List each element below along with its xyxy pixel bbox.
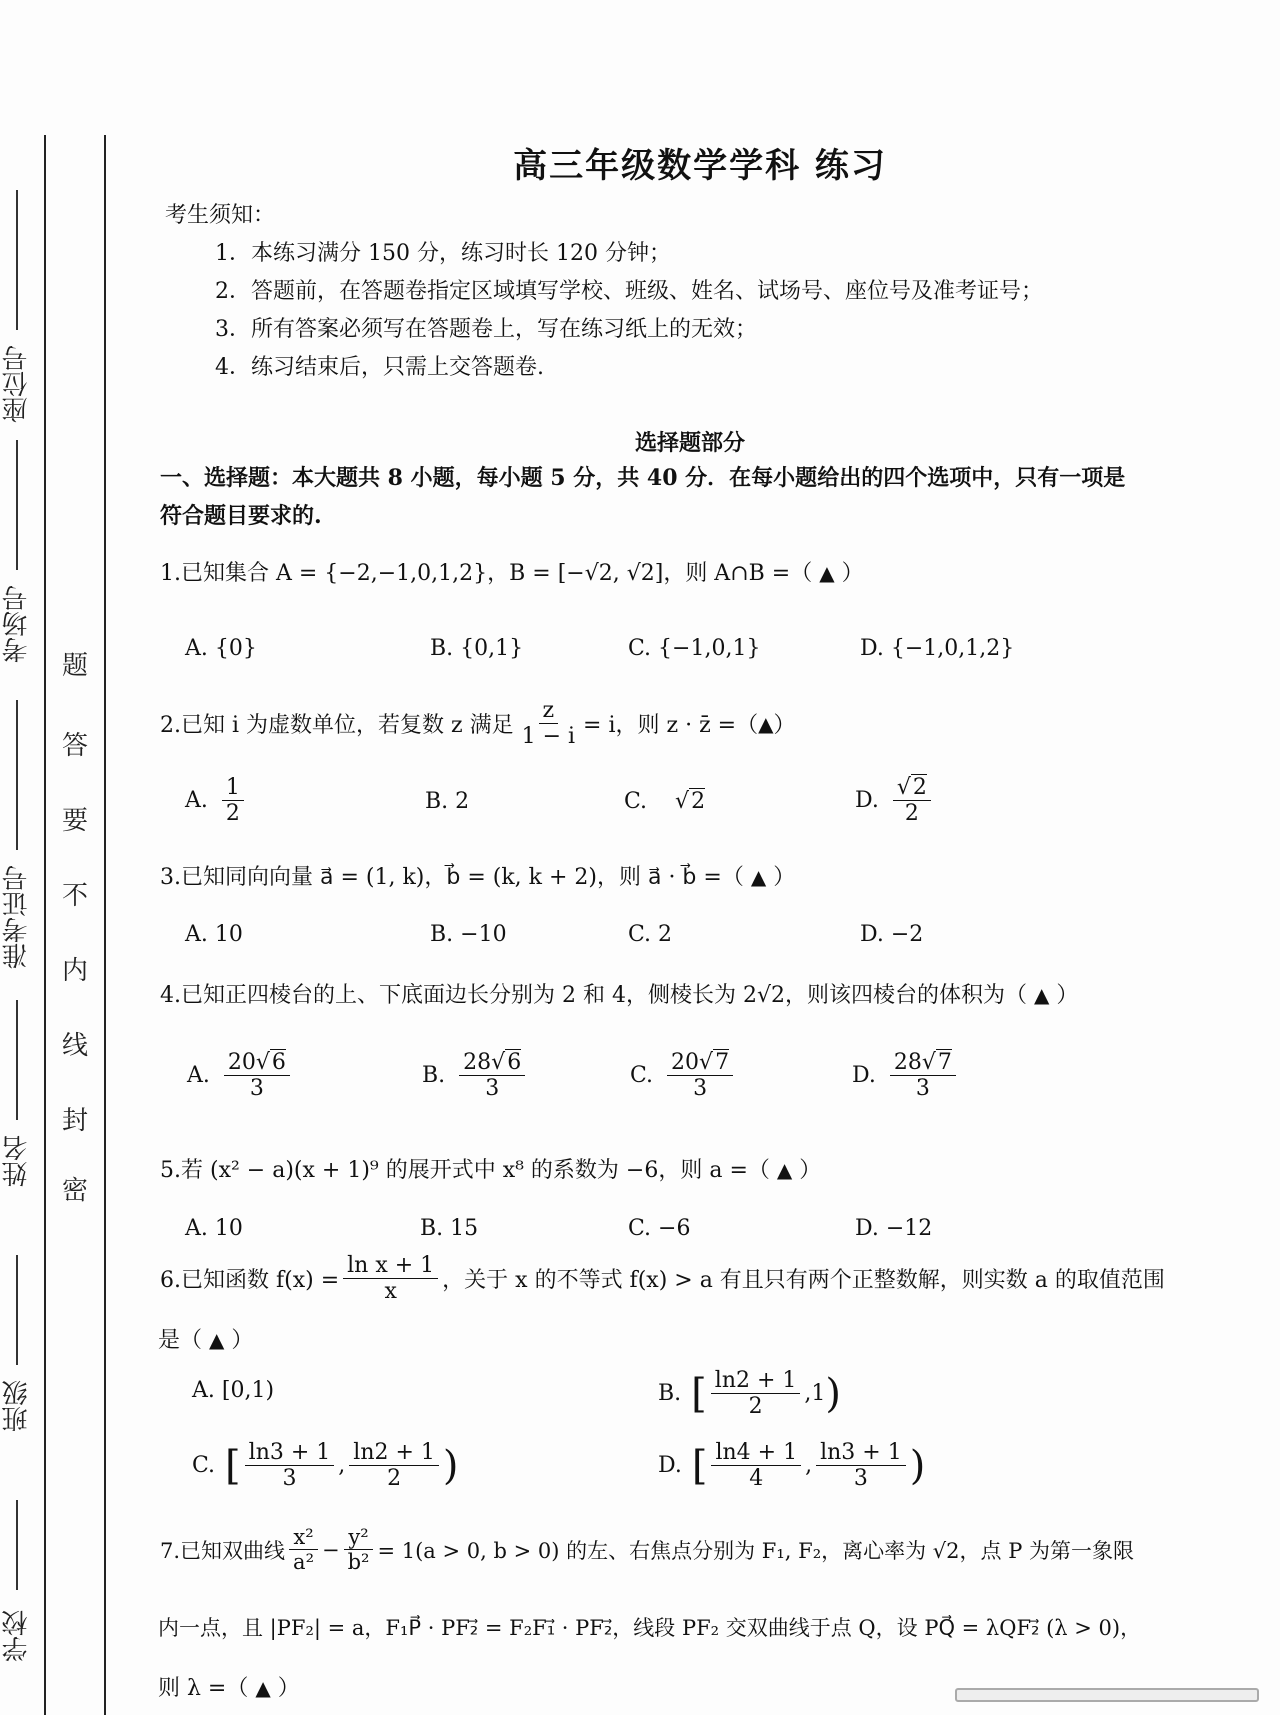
q7-fraction-y [344,1525,374,1574]
fraction-num [890,1050,956,1076]
option-fraction [245,1440,335,1492]
fraction-num [224,1050,290,1076]
sqrt-icon [699,1050,713,1075]
option-fraction [711,1440,801,1492]
q2-option-d-label: D. [855,788,879,814]
right-paren-icon: ) [825,1370,842,1417]
q6-stem-cont [158,1330,253,1352]
interval-end: ,1 [804,1381,826,1407]
q2-fraction [518,698,579,750]
blank-room [16,440,18,570]
seal-char: 题 [61,651,88,681]
right-paren-icon: ) [442,1442,459,1489]
fraction-den: b² [347,1550,370,1575]
coefficient: 20 [227,1050,256,1075]
q6-option-b [658,1368,841,1420]
q3-option-a: A. 10 [185,922,243,947]
coefficient: 28 [463,1050,492,1075]
horizontal-scrollbar[interactable] [955,1688,1259,1702]
notice-item: 1．本练习满分 150 分，练习时长 120 分钟； [215,241,671,266]
q6-option-d: D. [ $\frac{\ln 4 + 1}{4}$ , $\frac{\ln 3 + 1}{3}$ ) [658,1440,926,1492]
q4-option-c [630,1050,737,1102]
q4-option-a [187,1050,294,1102]
q3-stem-text: 3.已知同向向量 a⃗ = (1, k)，b⃗ = (k, k + 2)，则 a⃗ · b⃗ =（ [160,865,744,890]
fraction-num [893,775,931,801]
q4-stem-close: ） [1056,983,1079,1008]
q4-option-d [852,1050,960,1102]
q3-option-c: C. 2 [628,922,673,947]
option-label: C. [630,1063,654,1089]
side-label-seat: 座位号 [2,345,32,423]
q3-option-b: B. −10 [430,922,507,947]
q6-stem-text: 6.已知函数 f(x) = [160,1268,340,1294]
fraction-num: y² [344,1525,372,1550]
binding-line-inner [104,135,106,1715]
q6-option-a: A. [0,1) [192,1378,275,1403]
fraction-den: 3 [282,1466,297,1492]
q2-option-a [185,775,248,827]
answer-triangle-icon: ▲ [776,1158,793,1182]
q7-stem-line2: 内一点，且 |PF₂| = a，F₁P⃗ · PF₂⃗ = F₂F₁⃗ · PF₂⃗，线段 PF₂ 交双曲线于点 Q，设 PQ⃗ = λQF₂⃗ (λ > 0)， [158,1616,1142,1640]
q7-fraction-x [289,1525,318,1574]
q6-fraction [343,1253,438,1305]
fraction-den: 3 [853,1466,868,1492]
q6-stem-text-3: 是（ [158,1328,203,1353]
q3-option-d: D. −2 [860,922,924,947]
sqrt-icon [675,789,689,814]
answer-triangle-icon: ▲ [819,561,835,585]
q2-fraction-num: z [539,698,559,724]
blank-name [16,1000,18,1120]
fraction-den: 2 [904,801,919,827]
answer-triangle-icon: ▲ [1033,983,1050,1007]
q7-stem-line3 [158,1678,300,1700]
sqrt-icon [256,1050,270,1075]
sqrt-icon [491,1050,505,1075]
q2-stem-close: ） [773,713,796,739]
option-label: C. [192,1453,216,1479]
left-bracket-icon: [ [691,1370,707,1417]
side-label-room: 考场号 [2,585,32,663]
q2-stem-text-2: = i，则 z · z̄ =（ [583,713,759,739]
blank-seat [16,190,18,330]
q7-stem-close: ） [277,1676,300,1701]
section-title: 选择题部分 [635,430,746,456]
seal-char: 密 [61,1176,88,1206]
option-fraction [349,1440,439,1492]
blank-school [16,1500,18,1590]
answer-triangle-icon: ▲ [255,1676,271,1700]
option-label: B. [658,1381,682,1407]
q3-stem-close: ） [773,865,796,890]
fraction-num: ln3 + 1 [816,1440,906,1466]
q2-option-a-label: A. [185,788,208,814]
notice-item: 4．练习结束后，只需上交答题卷. [215,355,544,380]
q6-option-c: C. [ $\frac{\ln 3 + 1}{3}$ , $\frac{\ln 2 + 1}{2}$ ) [192,1440,459,1492]
side-label-class: 班级 [2,1380,32,1432]
q1-option-d: D. {−1,0,1,2} [860,636,1015,661]
q5-option-d: D. −12 [855,1216,933,1241]
option-label: D. [658,1453,682,1479]
sqrt-radicand: 2 [691,789,706,814]
q5-stem-text: 5.若 (x² − a)(x + 1)⁹ 的展开式中 x⁸ 的系数为 −6，则 a =（ [160,1158,770,1183]
fraction-num: x² [289,1525,317,1550]
seal-char: 答 [61,731,88,761]
fraction-den: 3 [693,1076,708,1102]
q7-stem-text-2: = 1(a > 0, b > 0) 的左、右焦点分别为 F₁, F₂，离心率为 √2，点 P 为第一象限 [377,1538,1135,1563]
binding-line-outer [44,135,46,1715]
coefficient: 20 [671,1050,700,1075]
fraction-num: ln4 + 1 [711,1440,801,1466]
q7-stem-text-3: 则 λ =（ [158,1676,249,1701]
blank-class [16,1255,18,1365]
q2-option-a-fraction [222,775,244,827]
option-fraction [667,1050,733,1102]
seal-char: 内 [61,956,88,986]
fraction-num: ln3 + 1 [245,1440,335,1466]
q6-stem [160,1253,1165,1305]
fraction-num: ln2 + 1 [349,1440,439,1466]
seal-char: 不 [61,881,88,911]
seal-char: 要 [61,806,88,836]
q5-option-b: B. 15 [420,1216,479,1241]
fraction-num [667,1050,733,1076]
q2-option-c [624,788,705,814]
side-label-name: 姓名 [2,1135,32,1187]
left-bracket-icon: [ [691,1442,708,1489]
answer-triangle-icon: ▲ [750,865,767,889]
fraction-den: x [384,1279,397,1305]
q2-option-b: B. 2 [425,789,470,814]
sqrt-radicand: 2 [912,775,927,800]
fraction-den: 2 [387,1466,402,1492]
q7-stem-text: 7.已知双曲线 [160,1538,286,1563]
sqrt-radicand: 6 [507,1050,522,1075]
fraction-den: 4 [749,1466,764,1492]
q4-option-b [422,1050,529,1102]
q6-stem-close: ） [231,1328,254,1353]
section-intro: 一、选择题：本大题共 8 小题，每小题 5 分，共 40 分．在每小题给出的四个选项中，只有一项是 [160,465,1126,491]
option-fraction [890,1050,956,1102]
notice-heading: 考生须知： [165,203,276,228]
fraction-num [459,1050,525,1076]
sqrt-radicand: 6 [271,1050,286,1075]
option-label: B. [422,1063,446,1089]
side-label-ticket: 准考证号 [2,865,32,969]
fraction-num: ln2 + 1 [711,1368,801,1394]
answer-triangle-icon: ▲ [209,1328,225,1352]
q5-stem-close: ） [799,1158,822,1183]
q5-option-a: A. 10 [185,1216,243,1241]
seal-char: 线 [61,1031,88,1061]
option-fraction [224,1050,290,1102]
blank-ticket [16,700,18,850]
side-label-school: 学校 [2,1610,32,1662]
fraction-num: 1 [222,775,244,801]
fraction-den: 3 [485,1076,500,1102]
q3-stem [160,867,795,889]
fraction-den: a² [293,1550,314,1575]
fraction-den: 3 [249,1076,264,1102]
q6-stem-text-2: ，关于 x 的不等式 f(x) > a 有且只有两个正整数解，则实数 a 的取值范围 [442,1268,1165,1294]
q2-option-d-fraction [893,775,931,827]
q5-stem [160,1160,821,1182]
q5-option-c: C. −6 [628,1216,691,1241]
fraction-den: 2 [225,801,240,827]
q4-stem-text: 4.已知正四棱台的上、下底面边长分别为 2 和 4，侧棱长为 2√2，则该四棱台的体积为（ [160,983,1027,1008]
sqrt-icon [897,775,911,800]
sqrt-radicand: 7 [715,1050,730,1075]
coefficient: 28 [893,1050,922,1075]
option-label: A. [187,1063,210,1089]
fraction-den: 2 [748,1394,763,1420]
q4-stem [160,985,1078,1007]
answer-triangle-icon: ▲ [758,711,774,736]
sqrt-radicand: 7 [937,1050,952,1075]
seal-char: 封 [61,1106,88,1136]
page-title: 高三年级数学学科 练习 [513,146,887,186]
option-fraction [459,1050,525,1102]
q1-option-b: B. {0,1} [430,636,524,661]
option-fraction [711,1368,801,1420]
q1-stem [160,563,864,585]
q7-stem: 7.已知双曲线 $\frac{\text{x²}}{\text{a²}}$ − $\frac{\text{y²}}{\text{b²}}$ = 1(a > 0, b > 0) 的左、右焦点分别为 F₁, F₂，离心率为 √2，点 P 为第一象限 [160,1525,1135,1575]
sqrt-icon [922,1050,936,1075]
fraction-num: ln x + 1 [343,1253,438,1279]
notice-item: 2．答题前，在答题卷指定区域填写学校、班级、姓名、试场号、座位号及准考证号； [215,279,1043,304]
section-intro-cont: 符合题目要求的. [160,503,322,529]
q2-stem-text: 2.已知 i 为虚数单位，若复数 z 满足 [160,713,514,739]
q1-option-c: C. {−1,0,1} [628,636,761,661]
option-label: D. [852,1063,876,1089]
q2-option-c-label: C. [624,788,648,814]
option-fraction [816,1440,906,1492]
left-bracket-icon: [ [225,1442,241,1489]
q2-fraction-den: 1 − i [521,724,576,750]
q2-stem [160,698,796,750]
right-paren-icon: ) [909,1442,926,1489]
q2-option-d [855,775,935,827]
q1-stem-close: ） [841,561,864,586]
q1-stem-text: 1.已知集合 A = {−2,−1,0,1,2}，B = [−√2, √2]，则 A∩B =（ [160,561,813,586]
fraction-den: 3 [915,1076,930,1102]
q1-option-a: A. {0} [185,636,257,661]
notice-item: 3．所有答案必须写在答题卷上，写在练习纸上的无效； [215,317,757,342]
